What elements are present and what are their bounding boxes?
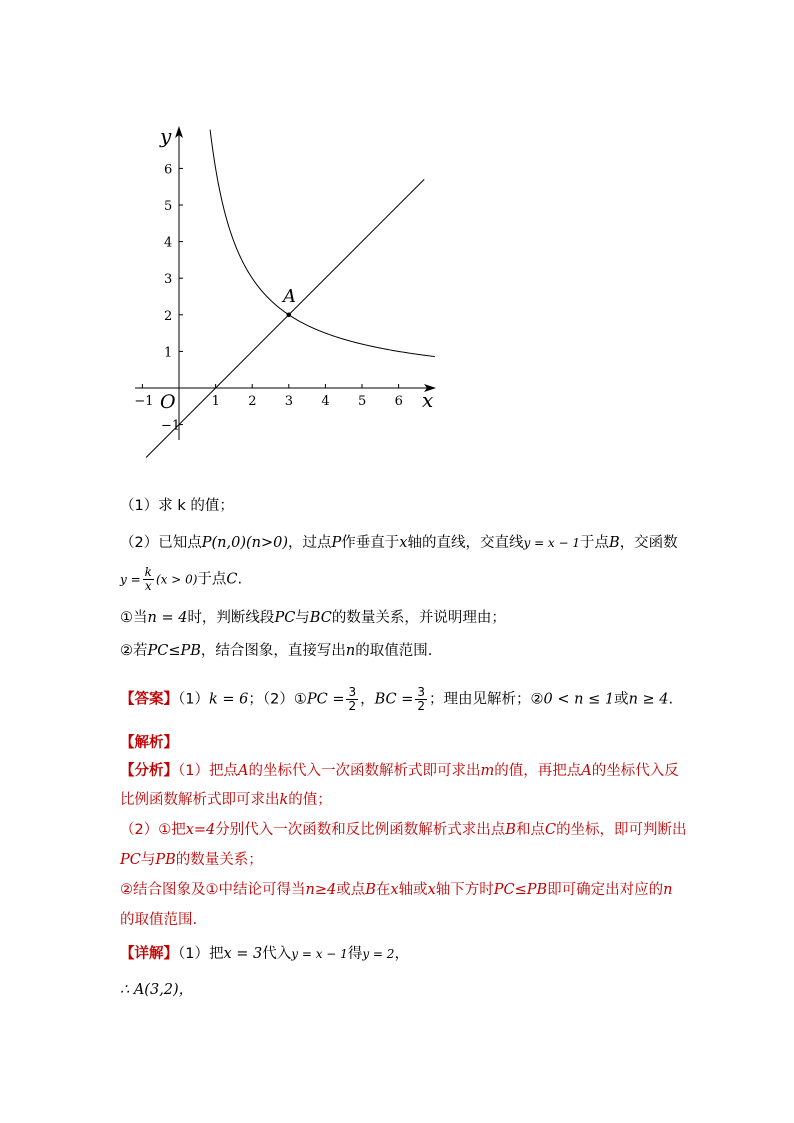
fraction-den: x <box>144 579 152 593</box>
sub2-text: ，结合图象，直接写出 <box>200 643 346 659</box>
fx-text: （1）把点 <box>178 763 238 779</box>
answer-fraction-2 <box>415 686 427 713</box>
q2-text: 轴的直线，交直线 <box>407 535 524 551</box>
y-tick-label: 5 <box>164 199 173 214</box>
answer-bc: BC = <box>374 691 414 708</box>
fx-k: k <box>279 792 289 808</box>
answer-line <box>120 686 673 713</box>
xj-text: ， <box>394 946 409 962</box>
x-tick-label: 3 <box>284 394 294 409</box>
axes <box>135 126 436 440</box>
fx-b: B <box>365 882 376 898</box>
fx-line3 <box>120 820 687 840</box>
xj-line-eq: y = x − 1 <box>291 947 348 961</box>
y-tick-label: 1 <box>164 345 173 361</box>
xj-text: （1）把 <box>178 946 224 962</box>
fx-ineq: PC≤PB <box>493 882 548 898</box>
fx-line1 <box>120 761 679 781</box>
q2-b: B <box>609 535 620 551</box>
fx-text: （2）①把 <box>120 822 186 838</box>
sub2-text: ②若 <box>120 643 148 659</box>
q2-text: （2）已知点 <box>120 535 202 551</box>
q2-p: P <box>331 535 342 551</box>
fx-text: 分别代入一次函数和反比例函数解析式求出点 <box>215 822 506 838</box>
y-tick-label: 6 <box>164 162 173 178</box>
fx-pb: PB <box>155 852 176 868</box>
xj-line2 <box>120 980 193 1000</box>
xj-point-a: ∴ A(3,2)， <box>120 982 194 998</box>
fx-text: 和点 <box>515 822 545 838</box>
answer-tag: 【答案】 <box>120 691 178 708</box>
answer-text: 或 <box>614 691 629 708</box>
point-a-label: A <box>283 286 296 307</box>
x-tick-label: −1 <box>134 394 154 409</box>
fx-line4 <box>120 850 263 870</box>
fx-a: A <box>581 763 592 779</box>
y-axis-label: y <box>160 124 172 148</box>
answer-range-2: n ≥ 4 <box>628 691 669 708</box>
sub1-text: 的数量关系，并说明理由； <box>331 610 506 626</box>
x-tick-label: 6 <box>394 394 403 409</box>
fx-text: 的值； <box>288 792 332 808</box>
fx-x4: x=4 <box>185 822 216 838</box>
fx-text: 的坐标，即可判断出 <box>556 822 687 838</box>
analysis-tag: 【解析】 <box>120 735 178 751</box>
fraction-den: 2 <box>348 699 357 713</box>
xj-line1 <box>120 944 409 964</box>
analysis-heading <box>120 733 178 753</box>
fx-n: n <box>663 882 673 898</box>
q2-fn-y: y = <box>120 572 141 587</box>
q2-line1 <box>120 533 678 553</box>
q2-x: x <box>399 535 408 551</box>
q2-line2 <box>120 566 242 593</box>
sub1-line <box>120 608 506 628</box>
fx-text: 的数量关系； <box>175 852 263 868</box>
q2-text: 作垂直于 <box>341 535 400 551</box>
straight-line <box>146 179 424 457</box>
xj-text: 代入 <box>262 946 292 962</box>
sub1-text: 时，判断线段 <box>187 610 275 626</box>
fx-x: x <box>390 882 399 898</box>
xj-text: 得 <box>347 946 363 962</box>
x-tick-label: 2 <box>248 394 257 409</box>
sub2-ineq: PC≤PB <box>147 643 201 659</box>
fx-text: ②结合图象及①中结论可得当 <box>120 882 306 898</box>
fx-text: 的取值范围. <box>120 912 198 928</box>
x-tick-label: 1 <box>211 394 220 409</box>
y-tick-label: 3 <box>164 272 173 288</box>
x-axis-label: x <box>422 388 434 412</box>
fx-text: 轴或 <box>398 882 428 898</box>
q2-c: C <box>226 571 238 588</box>
sub1-bc: BC <box>309 610 332 626</box>
fraction-num: 3 <box>348 685 357 699</box>
point-a-dot <box>287 313 292 318</box>
answer-text: ；（2）① <box>248 691 307 708</box>
xj-tag: 【详解】 <box>120 946 178 962</box>
fx-text: 的坐标代入反 <box>591 763 679 779</box>
fx-line6 <box>120 910 197 930</box>
fx-text: 与 <box>140 852 156 868</box>
fx-tag: 【分析】 <box>120 763 178 779</box>
answer-range-1: 0 < n ≤ 1 <box>543 691 615 708</box>
xj-y2: y = 2 <box>362 947 395 961</box>
answer-text: （1） <box>178 691 209 708</box>
fraction-den: 2 <box>417 699 426 713</box>
fx-text: 或点 <box>336 882 366 898</box>
y-tick-label: 2 <box>164 308 173 324</box>
fx-text: 的坐标代入一次函数解析式即可求出 <box>248 763 481 779</box>
fraction-num: k <box>144 565 152 579</box>
q2-domain: (x > 0) <box>155 572 198 587</box>
sub2-n: n <box>345 643 356 659</box>
fx-b: B <box>505 822 516 838</box>
fx-text: 轴下方时 <box>435 882 494 898</box>
function-graph <box>120 110 450 465</box>
x-tick-label: 4 <box>321 394 330 409</box>
x-tick-label: 5 <box>358 394 367 409</box>
fx-line5 <box>120 880 673 900</box>
y-tick-label: 4 <box>164 235 173 251</box>
sub2-line <box>120 641 432 661</box>
q2-text: ，交函数 <box>619 535 678 551</box>
fx-text: 比例函数解析式即可求出 <box>120 792 280 808</box>
fx-c: C <box>544 822 557 838</box>
fraction-num: 3 <box>417 685 426 699</box>
q2-text: 于点 <box>197 571 227 588</box>
q2-line-eq: y = x − 1 <box>523 536 581 550</box>
answer-text: ；理由见解析；② <box>429 691 544 708</box>
origin-label: O <box>160 391 176 413</box>
q2-text: . <box>237 571 243 588</box>
fx-m: m <box>480 763 495 779</box>
q1-line <box>120 496 234 516</box>
answer-pc: PC = <box>306 691 345 708</box>
fx-text: 在 <box>375 882 391 898</box>
q1-text: （1）求 k 的值； <box>120 498 234 514</box>
answer-text: . <box>668 691 674 708</box>
q2-text: ，过点 <box>288 535 332 551</box>
hyperbola-curve <box>210 130 435 357</box>
sub1-text: 与 <box>295 610 310 626</box>
sub1-n: n = 4 <box>147 610 188 626</box>
answer-fraction-1 <box>346 686 358 713</box>
sub2-text: 的取值范围. <box>355 643 433 659</box>
sub1-pc: PC <box>274 610 296 626</box>
xj-x3: x = 3 <box>223 946 263 962</box>
fx-line2 <box>120 790 332 810</box>
fx-n4: n≥4 <box>305 882 337 898</box>
answer-k: k = 6 <box>208 691 249 708</box>
q2-fraction <box>143 566 154 593</box>
fx-text: 即可确定出对应的 <box>547 882 664 898</box>
y-tick-label: −1 <box>161 418 181 434</box>
q2-text: 于点 <box>580 535 610 551</box>
sub1-text: ①当 <box>120 610 148 626</box>
q2-point-p: P(n,0)(n>0) <box>201 535 289 551</box>
answer-text: ， <box>360 691 375 708</box>
fx-pc: PC <box>120 852 141 868</box>
fx-x: x <box>427 882 436 898</box>
fx-a: A <box>237 763 249 779</box>
fx-text: 的值，再把点 <box>494 763 582 779</box>
